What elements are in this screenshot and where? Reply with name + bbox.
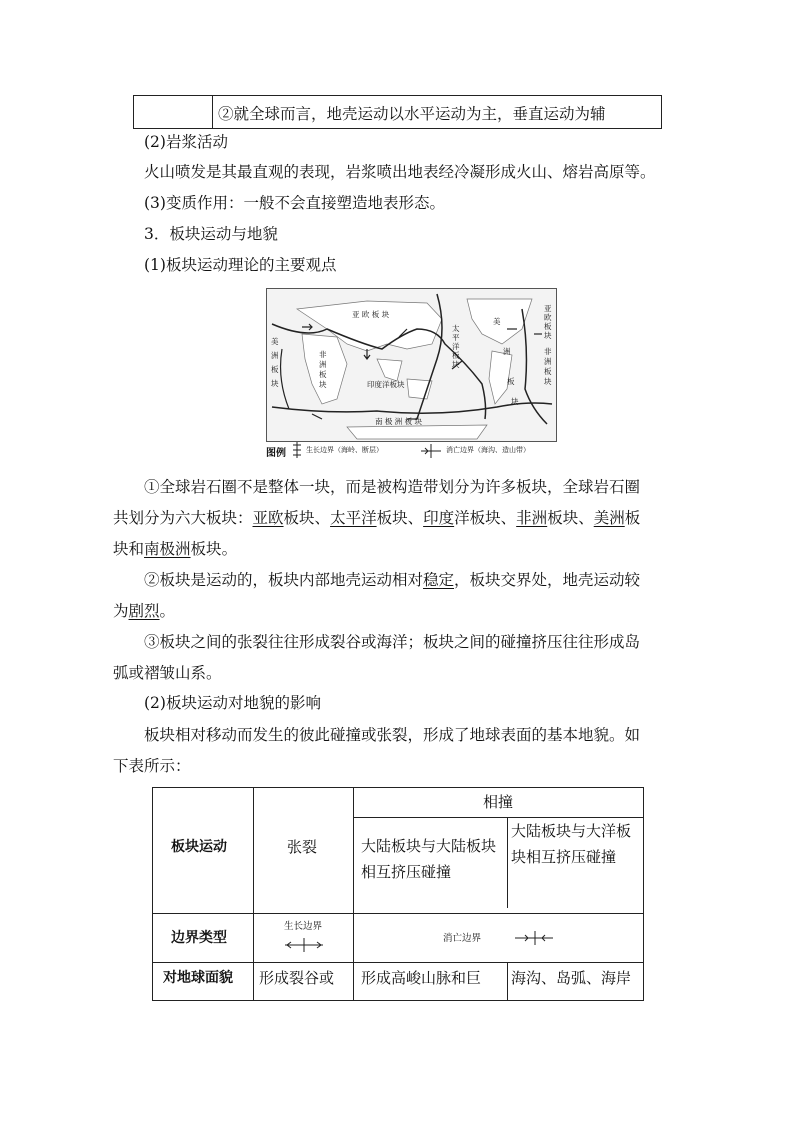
map-legend xyxy=(266,442,555,460)
landform-table xyxy=(152,787,644,1001)
cell-effect-cont-ocean: 海沟、岛弧、海岸 xyxy=(511,969,632,987)
map-label-eurasia: 亚 欧 板 块 xyxy=(352,310,390,319)
sub1-heading: (1)板块运动理论的主要观点 xyxy=(144,256,337,274)
plate-map-drawing xyxy=(267,289,556,441)
cell-split: 张裂 xyxy=(287,838,318,856)
cell-cont-cont: 大陆板块与大陆板块相互挤压碰撞 xyxy=(361,837,497,881)
map-label-america-west: 美洲板块 xyxy=(271,337,279,388)
growth-boundary-icon xyxy=(290,442,304,458)
map-label-america: 美洲板块 xyxy=(493,317,519,406)
map-label-indian: 印度洋板块 xyxy=(367,380,405,389)
cell-plate-motion: 板块运动 xyxy=(171,839,227,855)
plate-map xyxy=(266,288,557,442)
legend-title: 图例 xyxy=(266,448,286,459)
growth-boundary-symbol-icon xyxy=(283,938,325,952)
term-antarctic: 南极洲 xyxy=(144,540,191,558)
cell-effect-cont-cont: 形成高峻山脉和巨 xyxy=(361,969,482,987)
table-vline-3a xyxy=(507,817,508,908)
table-vline-1 xyxy=(253,788,254,1000)
term-america: 美洲 xyxy=(593,509,625,527)
point1-paragraph: ①全球岩石圈不是整体一块，而是被构造带划分为许多板块，全球岩石圈共划分为六大板块：亚欧板块、太平洋板块、印度洋板块、非洲板块、美洲板块和南极洲板块。 xyxy=(113,478,641,558)
term-eurasia: 亚欧 xyxy=(252,509,284,527)
magma-heading: (2)岩浆活动 xyxy=(144,133,228,151)
legend-growth: 生长边界（海岭、断层） xyxy=(306,446,383,454)
term-stable: 稳定 xyxy=(423,571,455,589)
cell-effect-split: 形成裂谷或 xyxy=(259,969,335,987)
map-label-antarctic: 南 极 洲 板 块 xyxy=(375,417,423,426)
sub2-heading: (2)板块运动对地貌的影响 xyxy=(144,694,321,712)
map-label-pacific: 太平洋板块 xyxy=(452,324,460,369)
point3-paragraph: ③板块之间的张裂往往形成裂谷或海洋；板块之间的碰撞挤压往往形成岛弧或褶皱山系。 xyxy=(113,633,641,682)
term-indian: 印度 xyxy=(423,509,455,527)
table-hline-3 xyxy=(153,962,643,963)
term-pacific: 太平洋 xyxy=(330,509,377,527)
magma-text: 火山喷发是其最直观的表现，岩浆喷出地表经冷凝形成火山、熔岩高原等。 xyxy=(144,163,656,181)
cell-growth-boundary: 生长边界 xyxy=(284,921,323,932)
subduction-boundary-icon xyxy=(421,444,441,458)
cell-cont-ocean: 大陆板块与大洋板块相互挤压碰撞 xyxy=(511,822,632,866)
intro-paragraph: 板块相对移动而发生的彼此碰撞或张裂，形成了地球表面的基本地貌。如下表所示： xyxy=(113,726,641,775)
table-vline-2 xyxy=(353,788,354,1000)
cell-collide: 相撞 xyxy=(483,793,514,811)
cell-subduction-boundary: 消亡边界 xyxy=(443,933,482,944)
map-label-eurasia-east: 亚欧板块 xyxy=(544,304,552,340)
map-label-africa: 非洲板块 xyxy=(319,350,327,389)
cell-boundary-type: 边界类型 xyxy=(171,930,227,946)
table-vline-3b xyxy=(507,962,508,1000)
subduction-boundary-symbol-icon xyxy=(515,931,553,945)
top-table-text: ②就全球而言，地壳运动以水平运动为主，垂直运动为辅 xyxy=(218,105,606,123)
map-label-africa-east: 非洲板块 xyxy=(544,347,552,386)
top-table-fragment xyxy=(133,95,662,129)
legend-subduction: 消亡边界（海沟、造山带） xyxy=(446,446,530,454)
metamorphism-text: (3)变质作用：一般不会直接塑造地表形态。 xyxy=(144,194,445,212)
cell-effect-label: 对地球面貌 xyxy=(163,970,233,986)
table-hline-2 xyxy=(153,913,643,914)
term-africa: 非洲 xyxy=(516,509,548,527)
term-intense: 剧烈 xyxy=(128,602,160,620)
top-table-empty-cell xyxy=(134,96,213,128)
point2-paragraph: ②板块是运动的，板块内部地壳运动相对稳定，板块交界处，地壳运动较为剧烈。 xyxy=(113,571,641,620)
section3-heading: 3．板块运动与地貌 xyxy=(144,225,278,243)
